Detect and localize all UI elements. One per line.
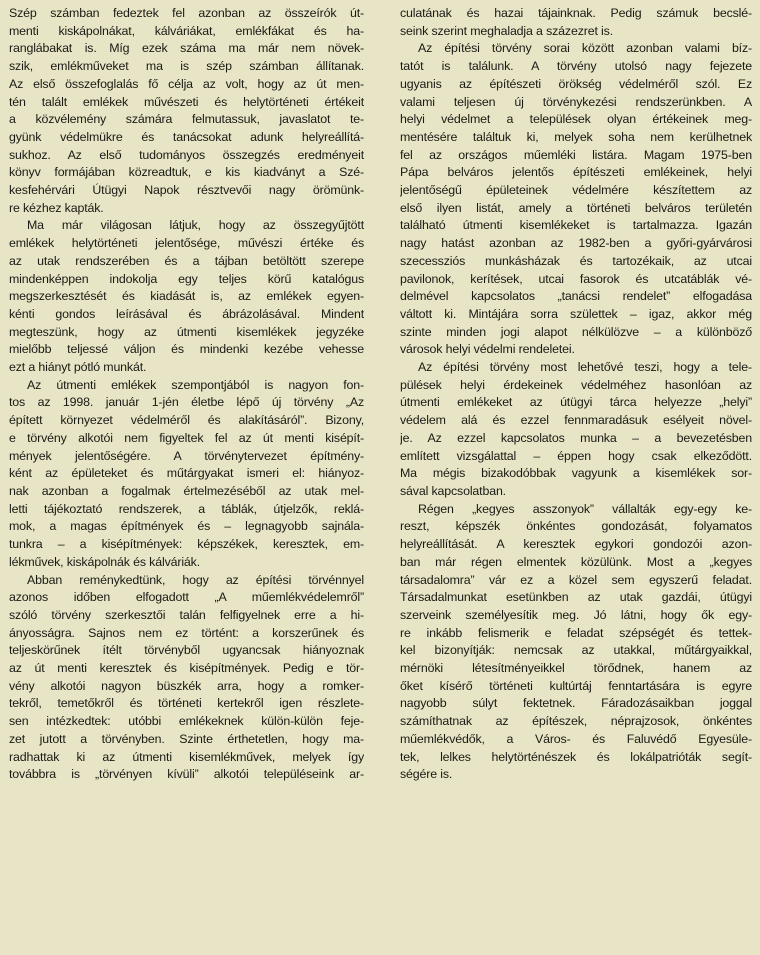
text-line: sen intézkedtek: utóbbi emlékeknek külön-külön feje- — [9, 714, 364, 729]
text-line: vény alkotói nagyon büszkék arra, hogy a romker- — [9, 678, 364, 693]
text-line: mények jelentőségére. A törvénytervezet építmény- — [9, 448, 364, 463]
text-line: Szép számban fedeztek fel azonban az összeírók út- — [9, 6, 364, 20]
text-line: ranglábakat is. Míg ezek száma ma már nem növek- — [9, 41, 364, 56]
text-line: szóló törvény szerkesztői talán felfigyelnek erre a hi- — [9, 607, 364, 622]
text-line: Régen „kegyes asszonyok” vállalták egy-egy ke- — [418, 501, 752, 516]
text-line: tek, lelkes helytörténészek és lokálpatrióták segít- — [400, 749, 752, 764]
text-line: nak azonban a fogalmak értelmezéséből az utak mel- — [9, 483, 364, 498]
text-line: ugyanis az építészeti örökség védelméről szól. Ez — [400, 76, 752, 91]
text-line: je. Az ezzel kapcsolatos munka – a bevezetésben — [400, 430, 752, 445]
text-line: seink szerint meghaladja a százezret is. — [400, 23, 614, 38]
text-line: tos az 1998. január 1-jén életbe lépő új törvény „Az — [9, 395, 364, 410]
text-line: kel bizonyítják: nemcsak az utakkal, műtárgyaikkal, — [400, 643, 752, 658]
text-line: mérnöki létesítményeikkel törődnek, hanem az — [400, 661, 752, 676]
text-line: ségére is. — [400, 767, 453, 782]
text-line: tatót is találunk. A törvény utolsó nagy fejezete — [400, 59, 752, 74]
text-line: tekről, temetőkről és történeti kertekről igen részlete- — [9, 696, 364, 711]
text-line: szik, emlékműveket ma is szép számban állítanak. — [9, 59, 364, 74]
text-line: re kézhez kapták. — [9, 200, 104, 215]
text-line: épített környezet védelméről és alakításáról”. Bizony, — [9, 413, 364, 428]
text-line: nagyobb súlyt fektetnek. Fáradozásaikban joggal — [400, 696, 752, 711]
text-line: ezt a hiányt pótló munkát. — [9, 360, 147, 375]
text-line: váltott ki. Mintájára sorra születtek – igaz, akkor még — [400, 306, 752, 321]
text-line: zet jutott a törvényben. Szinte érthetetlen, hogy ma- — [9, 731, 364, 746]
text-line: emlékek helytörténeti jelentősége, művészi értéke és — [9, 236, 364, 251]
text-line: Társadalmunkat esetünkben az utak gazdái, útügyi — [400, 590, 752, 605]
text-line: pavilonok, kerítések, utcai fasorok és utcatáblák vé- — [400, 271, 752, 286]
text-line: említett vizsgálattal – éppen hogy csak elkeződött. — [400, 448, 752, 463]
text-line: jelentőségű épületeinek védelmére készítettem az — [400, 183, 752, 198]
text-line: Pápa belváros jelentős építészeti emlékeinek, helyi — [400, 165, 752, 180]
text-line: tunkra – a kisépítmények: képszékek, keresztek, em- — [9, 537, 364, 552]
text-line: culatának és hazai tájainknak. Pedig számuk becslé- — [400, 6, 752, 20]
text-line: Az építési törvény most lehetővé teszi, hogy a tele- — [418, 360, 752, 375]
text-line: társadalomra” vár ez a közel sem egyszerű feladat. — [400, 572, 752, 587]
text-line: mentésére találtuk ki, melyek soha nem kerülhetnek — [400, 129, 752, 144]
text-line: könyv formájában közreadtuk, e kis kiadványt a Szé- — [9, 165, 364, 180]
text-line: fel az országos műemléki listára. Magam 1975-ben — [400, 147, 752, 162]
text-line: tén talált emlékek művészeti és helytörténeti értékeit — [9, 94, 364, 109]
text-line: helyreállítását. A keresztek egykori gondozói azon- — [400, 537, 752, 552]
text-line: az út menti keresztek és kisépítmények. Pedig e tör- — [9, 661, 364, 676]
text-line: lékművek, kiskápolnák és kálváriák. — [9, 554, 201, 569]
text-line: számíthatnak az építészek, néprajzosok, önkéntes — [400, 714, 752, 729]
text-line: re inkább felismerik e feladat szépségét és tettek- — [400, 625, 752, 640]
text-line: megteszünk, hogy az útmenti kisemlékek jegyzéke — [9, 324, 364, 339]
text-line: megszerkesztését és kiadását is, az emlékek egyen- — [9, 289, 364, 304]
text-line: útmenti emlékeket az útügyi tárca helyezze „helyi” — [400, 395, 752, 410]
text-line: sával kapcsolatban. — [400, 483, 506, 498]
text-line: letti tájékoztató rendszerek, a táblák, útjelzők, reklá- — [9, 501, 364, 516]
text-line: gyünk védelmükre és tanácsokat adunk helyreállítá- — [9, 129, 364, 144]
text-line: szinte minden jogi alapot nélkülözve – a különböző — [400, 324, 752, 339]
text-line: szecessziós munkásházak és tartozékaik, az utcai — [400, 253, 752, 268]
text-line: ként az épületeket és műtárgyakat ismeri el: hiányoz- — [9, 466, 364, 481]
text-line: teljeskörűnek ítélt törvényből ugyancsak hiányoznak — [9, 643, 364, 658]
text-line: első ilyen listát, amely a történeti belváros területén — [400, 200, 752, 215]
text-line: Ma már világosan látjuk, hogy az összegyűjtött — [27, 218, 364, 233]
text-line: Az építési törvény sorai között azonban valami bíz- — [418, 41, 752, 56]
text-line: kesfehérvári Útügyi Napok résztvevői nagy örömünk- — [9, 183, 364, 198]
text-line: delmével kapcsolatos „tanácsi rendelet” elfogadása — [400, 289, 752, 304]
text-line: őket kísérő történeti kultúrtáj fenntartására is egyre — [400, 678, 752, 693]
text-line: sukhoz. Az első tudományos összegzés eredményeit — [9, 147, 364, 162]
text-line: Az első összefoglalás fő célja az volt, hogy az út men- — [9, 76, 364, 91]
text-line: mok, a magas építmények és – legnagyobb sajnála- — [9, 519, 364, 534]
text-line: Abban reménykedtünk, hogy az építési törvénnyel — [27, 572, 364, 587]
text-line: továbbra is „törvényen kívüli” alkotói településeink ar- — [9, 767, 364, 782]
text-line: védelem alá és ezzel fennmaradásuk esélyeit növel- — [400, 413, 752, 428]
text-line: radhattak ki az útmenti kisemlékművek, melyek így — [9, 749, 364, 764]
text-line: található útmenti kisemlékeket is tartalmazza. Igazán — [400, 218, 752, 233]
text-line: pülések helyi érdekeinek védelméhez hasonlóan az — [400, 377, 752, 392]
text-line: műemlékvédők, a Város- és Faluvédő Egyesüle- — [400, 731, 752, 746]
text-line: nagy hatást azonban az 1982-ben a győri-gyárvárosi — [400, 236, 752, 251]
text-line: mindenképpen indokolja egy teljes körű katalógus — [9, 271, 364, 286]
text-line: kénti gondos leírásával és ábrázolásával. Mindent — [9, 306, 364, 321]
text-line: Ma mégis bizakodóbbak vagyunk a kisemlékek sor- — [400, 466, 752, 481]
text-line: ányosságra. Sajnos nem ez történt: a korszerűnek és — [9, 625, 364, 640]
text-line: az utak rendszerében és a tájban betöltött szerepe — [9, 253, 364, 268]
text-line: városok helyi védelmi rendeletei. — [400, 342, 575, 357]
text-line: ban már régen elmentek közülünk. Most a „kegyes — [400, 554, 752, 569]
left-text-column — [9, 5, 364, 784]
text-line: valami teljesen új törvénykezési rendszerünkben. A — [400, 94, 752, 109]
text-line: szerveink személyesítik meg. Jó látni, hogy ők egy- — [400, 607, 752, 622]
text-line: helyi védelmet a települések olyan értékeinek meg- — [400, 112, 752, 127]
text-line: Az útmenti emlékek szempontjából is nagyon fon- — [27, 377, 364, 392]
text-line: azonos időben elfogadott „A műemlékvédelemről” — [9, 590, 364, 605]
text-line: a közvélemény számára felmutassuk, javaslatot te- — [9, 112, 364, 127]
text-line: e törvény alkotói nem figyeltek fel az út menti kisépít- — [9, 430, 364, 445]
text-line: menti kiskápolnákat, kálváriákat, emlékfákat és ha- — [9, 23, 364, 38]
text-line: mielőbb teljessé váljon és mindenki kezébe vehesse — [9, 342, 364, 357]
text-line: reszt, képszék önkéntes gondozását, folyamatos — [400, 519, 752, 534]
right-text-column — [400, 5, 752, 784]
